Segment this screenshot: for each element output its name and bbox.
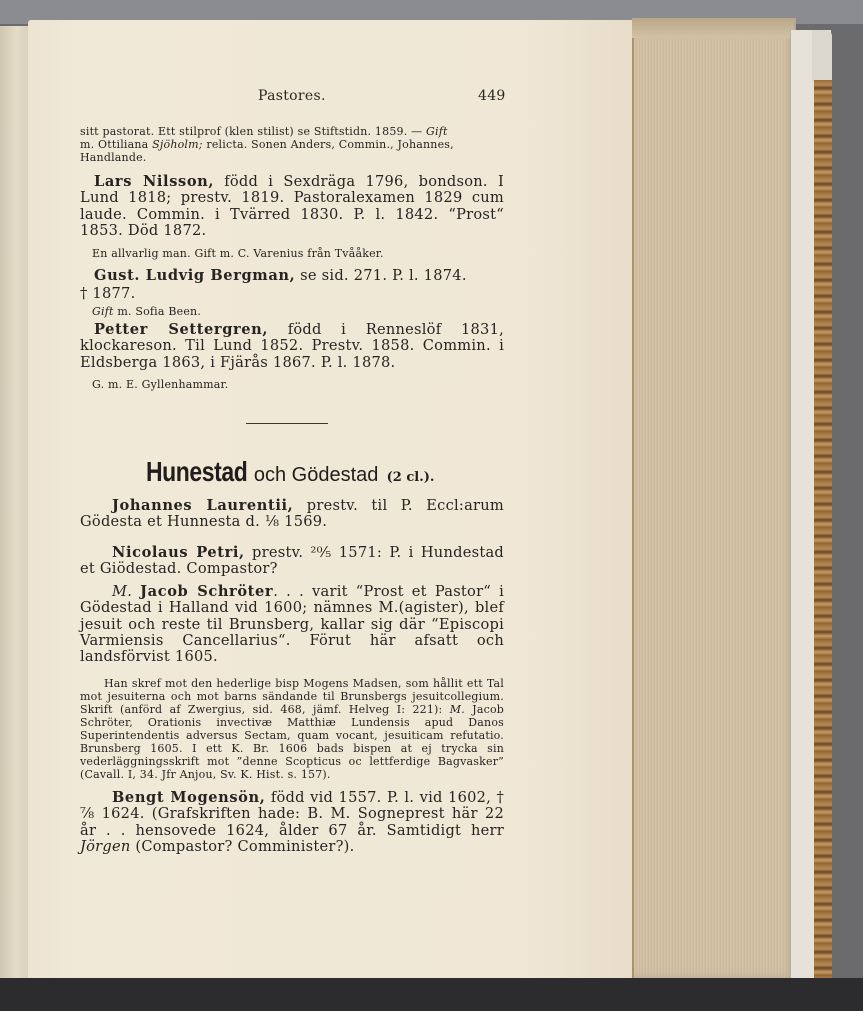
gust-note-gift: Gift (92, 305, 114, 318)
jacob-note-m: M. (449, 702, 465, 716)
section-heading (146, 456, 434, 488)
page-number: 449 (478, 88, 506, 104)
bengt-name: Bengt Mogensön, (112, 789, 266, 806)
cont-line2b: relicta. Sonen Anders, Commin., Johannes, (206, 137, 454, 151)
cont-line2a: m. Ottiliana (80, 137, 149, 151)
section-divider (246, 423, 328, 424)
gust-text1: se sid. 271. P. l. 1874. (300, 267, 467, 284)
bengt-text-b: (Compastor? Comminister?). (135, 838, 355, 856)
scan-background-bottom (0, 978, 863, 1011)
nicolaus-name: Nicolaus Petri, (112, 544, 245, 561)
entry-johannes-laurentii (80, 498, 504, 531)
johannes-name: Johannes Laurentii, (112, 497, 294, 514)
jacob-note-a: Han skref mot den hederlige bisp Mogens Madsen, som hållit ett Tal mot jesuiterna och mot barns sändande til Brunsbergs jesuitcollegium. Skrift (anförd af Zwergius, sid. 468, jämf. Helveg I: 221): (80, 677, 504, 716)
johannes-text: prestv. til P. Eccl:arum Gödesta et Hunnesta d. ⅛ 1569. (80, 497, 505, 531)
continuation-note (80, 126, 508, 165)
cont-gift: Gift (426, 125, 448, 138)
petter-text: född i Renneslöf 1831, klockareson. Til Lund 1852. Prestv. 1858. Commin. i Eldsberga 1863, i Fjärås 1867. P. l. 1878. (80, 321, 505, 371)
jacob-text: . . . varit “Prost et Pastor“ i Gödestad i Halland vid 1600; nämnes M.(agister), blef jesuit och reste til Brunsberg, kallar sig där “Episcopi Varmiensis Cancellarius“. Förut här afsatt och landsförvist 1605. (80, 583, 505, 666)
entry-lars-nilsson (80, 174, 504, 239)
jacob-note-b: Jacob Schröter, Orationis invectivæ Matthiæ Lundensis apud Danos Superintendentis adversus Sectam, quam vocant, jesuiticam refutatio. Brunsberg 1605. I ett K. Br. 1606 bads bispen at ej trycka sin vederläggningsskrift mot ”denne Scopticus oc lettferdige Bagvasker” (Cavall. I, 34. Jfr Anjou, Sv. K. Hist. s. 157). (80, 702, 505, 781)
entry-nicolaus-petri (80, 545, 504, 578)
lars-text: född i Sexdräga 1796, bondson. I Lund 1818; prestv. 1819. Pastoralexamen 1829 cum laude. Commin. i Tvärred 1830. P. l. 1842. “Prost“ 1853. Död 1872. (80, 173, 504, 240)
book-corner (812, 30, 832, 82)
bengt-text-a: född vid 1557. P. l. vid 1602, † ⅞ 1624. (Grafskriften hade: B. M. Sogneprest här 22 år . . hensovede 1624, ålder 67 år. Samtidigt herr (80, 789, 505, 839)
jacob-name: Jacob Schröter (140, 583, 274, 600)
jacob-magister: M. (112, 583, 133, 600)
bengt-jorgen: Jörgen (80, 838, 131, 856)
book-fore-edge-top (632, 18, 794, 38)
gust-note (92, 306, 504, 319)
entry-gust-bergman (80, 268, 504, 284)
jacob-note (80, 678, 504, 782)
cont-line1: sitt pastorat. Ett stilprof (klen stilist) se Stiftstidn. 1859. — (80, 125, 423, 138)
cont-line3: Handlande. (80, 150, 147, 164)
gust-name: Gust. Ludvig Bergman, (94, 267, 296, 284)
gust-note-text: m. Sofia Been. (117, 305, 202, 318)
entry-bengt-mogenson (80, 790, 504, 855)
book-spine (814, 80, 832, 978)
entry-petter-settergren (80, 322, 504, 371)
running-head: Pastores. (258, 88, 326, 104)
section-title-classes: (2 cl.). (386, 470, 435, 485)
cont-sjoholm: Sjöholm; (152, 137, 203, 151)
lars-name: Lars Nilsson, (94, 173, 215, 190)
lars-note: En allvarlig man. Gift m. C. Varenius från Tvååker. (92, 247, 384, 260)
section-title-godestad: och Gödestad (253, 464, 379, 486)
petter-name: Petter Settergren, (94, 321, 269, 338)
petter-note: G. m. E. Gyllenhammar. (92, 378, 229, 391)
book-fore-edge (632, 18, 796, 978)
left-page-edge (0, 26, 31, 984)
entry-jacob-schroter (80, 584, 504, 666)
gust-died: † 1877. (80, 285, 136, 302)
nicolaus-text: prestv. ²⁰⁄₅ 1571: P. i Hundestad et Giödestad. Compastor? (80, 544, 504, 578)
section-title-hunestad: Hunestad (146, 456, 248, 487)
